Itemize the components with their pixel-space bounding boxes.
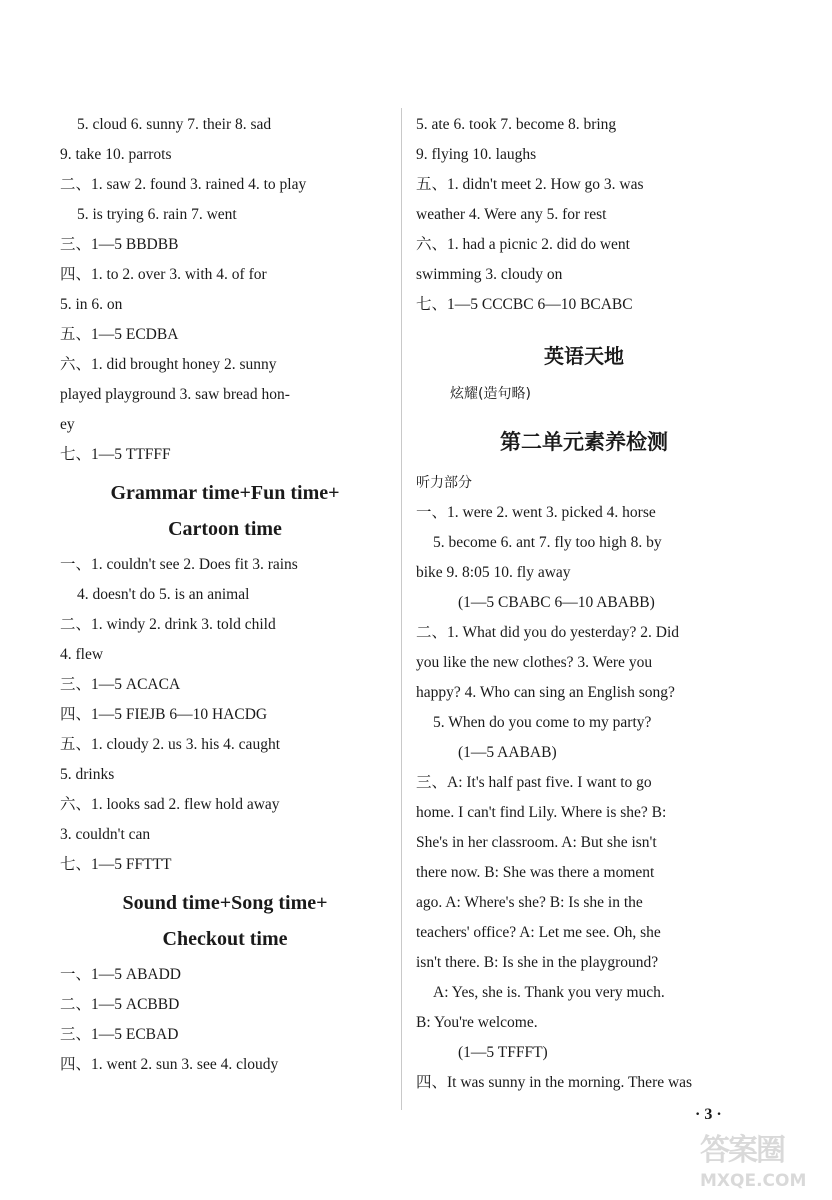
answer-line: 3. couldn't can bbox=[60, 826, 151, 843]
answer-line: played playground 3. saw bread hon- bbox=[60, 386, 290, 403]
answer-line: 5. cloud 6. sunny 7. their 8. sad bbox=[77, 116, 272, 133]
answer-line: 一、1—5 ABADD bbox=[60, 966, 181, 983]
answer-line: weather 4. Were any 5. for rest bbox=[416, 206, 607, 223]
answer-line: swimming 3. cloudy on bbox=[416, 266, 563, 283]
answer-line: She's in her classroom. A: But she isn't bbox=[416, 834, 657, 851]
answer-line: 二、1. saw 2. found 3. rained 4. to play bbox=[60, 176, 307, 193]
answer-line: 三、A: It's half past five. I want to go bbox=[416, 774, 652, 791]
answer-line: (1—5 TFFFT) bbox=[458, 1044, 548, 1061]
answer-line: 5. drinks bbox=[60, 766, 115, 783]
answer-line: ey bbox=[60, 416, 75, 433]
answer-line: 六、1. had a picnic 2. did do went bbox=[416, 236, 630, 253]
left-column bbox=[60, 110, 390, 1080]
answer-line: 四、1. went 2. sun 3. see 4. cloudy bbox=[60, 1056, 279, 1073]
watermark-url: MXQE.COM bbox=[700, 1171, 807, 1191]
right-column bbox=[416, 110, 752, 1098]
answer-line: 5. is trying 6. rain 7. went bbox=[77, 206, 237, 223]
answer-line: teachers' office? A: Let me see. Oh, she bbox=[416, 924, 661, 941]
answer-line: 9. flying 10. laughs bbox=[416, 146, 537, 163]
answer-line: isn't there. B: Is she in the playground? bbox=[416, 954, 659, 971]
answer-line: 二、1. What did you do yesterday? 2. Did bbox=[416, 624, 680, 641]
answer-line: 五、1. cloudy 2. us 3. his 4. caught bbox=[60, 736, 280, 753]
answer-line: 5. ate 6. took 7. become 8. bring bbox=[416, 116, 617, 133]
page-number: · 3 · bbox=[695, 1106, 722, 1123]
section-heading: Sound time+Song time+ bbox=[122, 892, 328, 914]
answer-line: home. I can't find Lily. Where is she? B: bbox=[416, 804, 667, 821]
answer-line: 三、1—5 ACACA bbox=[60, 676, 181, 693]
watermark-text: 答案圈 bbox=[700, 1133, 784, 1168]
answer-line: 二、1. windy 2. drink 3. told child bbox=[60, 616, 276, 633]
answer-line: 四、1. to 2. over 3. with 4. of for bbox=[60, 266, 267, 283]
answer-line: A: Yes, she is. Thank you very much. bbox=[433, 984, 665, 1001]
section-heading: Checkout time bbox=[162, 928, 288, 950]
answer-line: you like the new clothes? 3. Were you bbox=[416, 654, 653, 671]
answer-line: (1—5 CBABC 6—10 ABABB) bbox=[458, 594, 655, 611]
answer-line: (1—5 AABAB) bbox=[458, 744, 557, 761]
answer-line: 七、1—5 TTFFF bbox=[60, 446, 171, 463]
answer-line: bike 9. 8:05 10. fly away bbox=[416, 564, 571, 581]
answer-line: 5. in 6. on bbox=[60, 296, 123, 313]
answer-line: happy? 4. Who can sing an English song? bbox=[416, 684, 675, 701]
watermark-logo bbox=[700, 1132, 828, 1198]
answer-line: B: You're welcome. bbox=[416, 1014, 538, 1031]
answer-line: 七、1—5 CCCBC 6—10 BCABC bbox=[416, 296, 633, 313]
english-world-note: 炫耀(造句略) bbox=[450, 386, 531, 402]
answer-line: 9. take 10. parrots bbox=[60, 146, 172, 163]
section-heading: Grammar time+Fun time+ bbox=[110, 482, 340, 504]
answer-line: 六、1. did brought honey 2. sunny bbox=[60, 356, 277, 373]
answer-line: 三、1—5 BBDBB bbox=[60, 236, 179, 253]
answer-line: 五、1. didn't meet 2. How go 3. was bbox=[416, 176, 644, 193]
answer-line: there now. B: She was there a moment bbox=[416, 864, 655, 881]
answer-line: ago. A: Where's she? B: Is she in the bbox=[416, 894, 643, 911]
answer-line: 5. When do you come to my party? bbox=[433, 714, 652, 731]
answer-line: 4. doesn't do 5. is an animal bbox=[77, 586, 250, 603]
answer-line: 三、1—5 ECBAD bbox=[60, 1026, 179, 1043]
answer-line: 4. flew bbox=[60, 646, 104, 663]
listening-section-label: 听力部分 bbox=[416, 475, 472, 491]
section-heading: Cartoon time bbox=[168, 518, 282, 540]
answer-line: 5. become 6. ant 7. fly too high 8. by bbox=[433, 534, 662, 551]
answer-line: 四、It was sunny in the morning. There was bbox=[416, 1074, 693, 1091]
answer-line: 一、1. couldn't see 2. Does fit 3. rains bbox=[60, 556, 298, 573]
answer-line: 七、1—5 FFTTT bbox=[60, 856, 172, 873]
answer-line: 六、1. looks sad 2. flew hold away bbox=[60, 796, 280, 813]
answer-line: 二、1—5 ACBBD bbox=[60, 996, 180, 1013]
answer-line: 五、1—5 ECDBA bbox=[60, 326, 179, 343]
english-world-title: 英语天地 bbox=[544, 344, 624, 368]
answer-line: 四、1—5 FIEJB 6—10 HACDG bbox=[60, 706, 268, 723]
column-divider bbox=[401, 108, 402, 1110]
answer-line: 一、1. were 2. went 3. picked 4. horse bbox=[416, 504, 656, 521]
unit-test-title: 第二单元素养检测 bbox=[500, 430, 668, 454]
